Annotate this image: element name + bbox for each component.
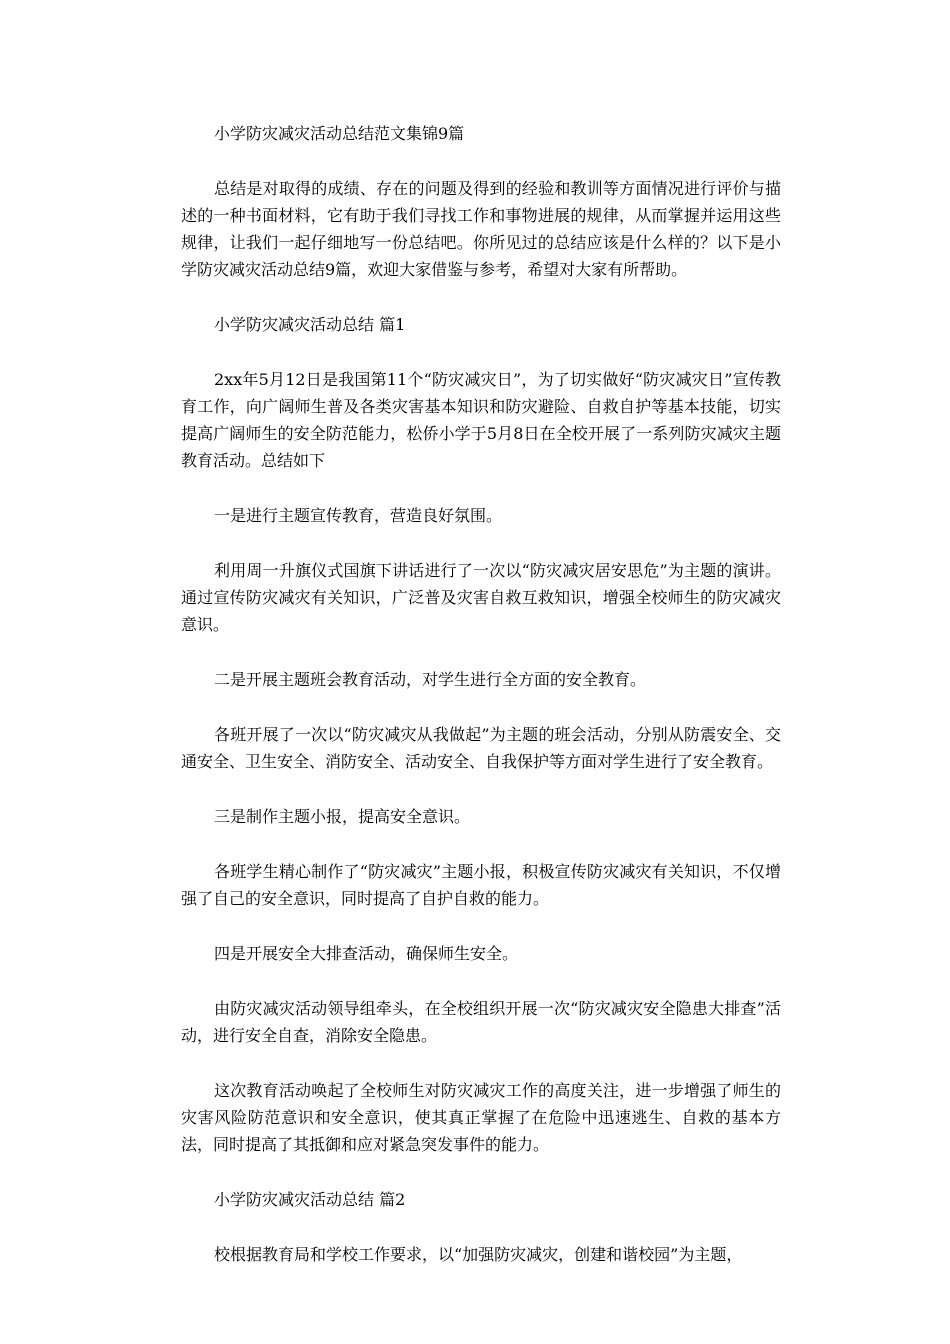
section-1-paragraph-1: 2xx年5月12日是我国第11个“防灾减灾日”，为了切实做好“防灾减灾日”宣传教育工作，向广阔师生普及各类灾害基本知识和防灾避险、自救自护等基本技能，切实提高广阔师生的安全防范能力，松侨小学于5月8日在全校开展了一系列防灾减灾主题教育活动。总结如下 [181, 370, 781, 470]
section-1-paragraph-5: 各班开展了一次以“防灾减灾从我做起”为主题的班会活动，分别从防震安全、交通安全、卫生安全、消防安全、活动安全、自我保护等方面对学生进行了安全教育。 [181, 725, 781, 771]
section-1-paragraph-7: 各班学生精心制作了“防灾减灾”主题小报，积极宣传防灾减灾有关知识，不仅增强了自己的安全意识，同时提高了自护自救的能力。 [181, 862, 781, 908]
section-1-paragraph-10: 这次教育活动唤起了全校师生对防灾减灾工作的高度关注，进一步增强了师生的灾害风险防范意识和安全意识，使其真正掌握了在危险中迅速逃生、自救的基本方法，同时提高了其抵御和应对紧急突发事件的能力。 [181, 1081, 781, 1154]
section-2-paragraph-1: 校根据教育局和学校工作要求，以“加强防灾减灾，创建和谐校园”为主题， [214, 1245, 743, 1264]
intro-paragraph: 总结是对取得的成绩、存在的问题及得到的经验和教训等方面情况进行评价与描述的一种书面材料，它有助于我们寻找工作和事物进展的规律，从而掌握并运用这些规律，让我们一起仔细地写一份总结吧。你所见过的总结应该是什么样的？以下是小学防灾减灾活动总结9篇，欢迎大家借鉴与参考，希望对大家有所帮助。 [181, 179, 781, 279]
document-title: 小学防灾减灾活动总结范文集锦9篇 [214, 124, 465, 143]
section-1-paragraph-3: 利用周一升旗仪式国旗下讲话进行了一次以“防灾减灾居安思危”为主题的演讲。通过宣传防灾减灾有关知识，广泛普及灾害自救互救知识，增强全校师生的防灾减灾意识。 [181, 561, 781, 634]
section-1-paragraph-4: 二是开展主题班会教育活动，对学生进行全方面的安全教育。 [214, 670, 647, 689]
section-1-paragraph-8: 四是开展安全大排查活动，确保师生安全。 [214, 944, 519, 963]
section-1-heading: 小学防灾减灾活动总结 篇1 [214, 315, 406, 334]
section-2-heading: 小学防灾减灾活动总结 篇2 [214, 1190, 406, 1209]
section-1-paragraph-2: 一是进行主题宣传教育，营造良好氛围。 [214, 506, 503, 525]
section-1-paragraph-6: 三是制作主题小报，提高安全意识。 [214, 807, 471, 826]
document-page [181, 120, 781, 1268]
section-1-paragraph-9: 由防灾减灾活动领导组牵头，在全校组织开展一次“防灾减灾安全隐患大排查”活动，进行安全自查，消除安全隐患。 [181, 999, 781, 1045]
